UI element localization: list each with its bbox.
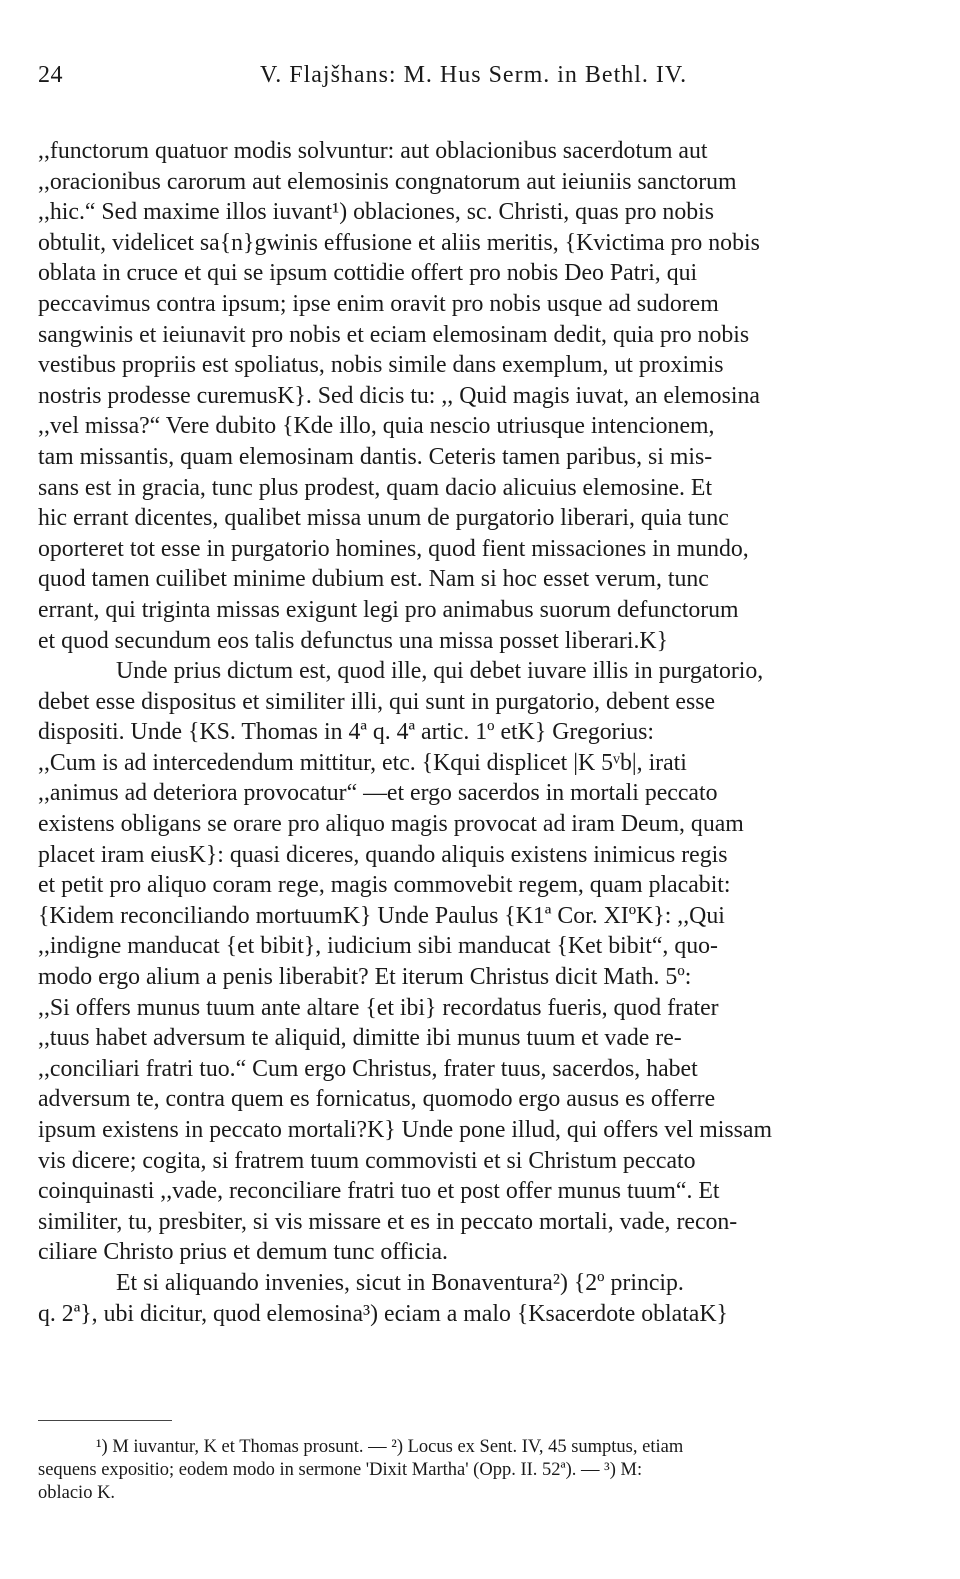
text-line: ,,Cum is ad intercedendum mittitur, etc. {Kqui displicet |K 5ᵛb|, irati [38,749,687,776]
text-line: ipsum existens in peccato mortali?K} Unde pone illud, qui offers vel missam [38,1117,772,1143]
text-line: ,,tuus habet adversum te aliquid, dimitte ibi munus tuum et vade re- [38,1025,682,1052]
text-line: tam missantis, quam elemosinam dantis. Ceteris tamen paribus, si mis- [38,443,713,470]
running-title: V. Flajšhans: M. Hus Serm. in Bethl. IV. [260,62,688,88]
text-line: ,,oracionibus carorum aut elemosinis congnatorum aut ieiuniis sanctorum [38,168,737,195]
main-text [38,136,906,1329]
text-line: peccavimus contra ipsum; ipse enim oravit pro nobis usque ad sudorem [38,290,719,317]
text-line: et quod secundum eos talis defunctus una missa posset liberari.K} [38,627,669,654]
text-line: ,,Si offers munus tuum ante altare {et ibi} recordatus fueris, quod frater [38,994,719,1021]
text-line: ,,conciliari fratri tuo.“ Cum ergo Christus, frater tuus, sacerdos, habet [38,1055,698,1082]
text-line: oblata in cruce et qui se ipsum cottidie offert pro nobis Deo Patri, qui [38,260,698,287]
text-line: vis dicere; cogita, si fratrem tuum commovisti et si Christum peccato [38,1147,696,1174]
page-header [38,62,908,98]
text-line: quod tamen cuilibet minime dubium est. Nam si hoc esset verum, tunc [38,566,709,593]
text-line: q. 2ª}, ubi dicitur, quod elemosina³) eciam a malo {Ksacerdote oblataK} [38,1300,728,1327]
text-line: ,,vel missa?“ Vere dubito {Kde illo, quia nescio utriusque intencionem, [38,413,715,440]
footnote-line: ¹) M iuvantur, K et Thomas prosunt. — ²) Locus ex Sent. IV, 45 sumptus, etiam [96,1437,684,1457]
footnote-line: sequens expositio; eodem modo in sermone 'Dixit Martha' (Opp. II. 52ª). — ³) M: [38,1460,643,1480]
text-line: nostris prodesse curemusK}. Sed dicis tu: ,, Quid magis iuvat, an elemosina [38,382,760,409]
text-line: similiter, tu, presbiter, si vis missare et es in peccato mortali, vade, recon- [38,1208,738,1235]
text-line: Unde prius dictum est, quod ille, qui debet iuvare illis in purgatorio, [116,658,764,685]
text-line: hic errant dicentes, qualibet missa unum de purgatorio liberari, quia tunc [38,505,729,532]
text-line: ,,animus ad deteriora provocatur“ —et ergo sacerdos in mortali peccato [38,780,718,807]
text-line: coinquinasti ,,vade, reconciliare fratri tuo et post offer munus tuum“. Et [38,1178,720,1205]
text-line: sangwinis et ieiunavit pro nobis et eciam elemosinam dedit, quia pro nobis [38,321,750,348]
text-line: ,,hic.“ Sed maxime illos iuvant¹) oblaciones, sc. Christi, quas pro nobis [38,199,714,226]
text-line: vestibus propriis est spoliatus, nobis simile dans exemplum, ut proximis [38,352,724,379]
page-number: 24 [38,62,63,88]
text-line: placet iram eiusK}: quasi diceres, quando aliquis existens inimicus regis [38,841,728,868]
text-line: obtulit, videlicet sa{n}gwinis effusione et aliis meritis, {Kvictima pro nobis [38,229,760,256]
text-line: {Kidem reconciliando mortuumK} Unde Paulus {K1ª Cor. XIºK}: ,,Qui [38,902,725,929]
text-line: adversum te, contra quem es fornicatus, quomodo ergo ausus es offerre [38,1086,716,1113]
text-line: errant, qui triginta missas exigunt legi pro animabus suorum defunctorum [38,596,739,623]
text-line: existens obligans se orare pro aliquo magis provocat ad iram Deum, quam [38,811,744,838]
text-line: dispositi. Unde {KS. Thomas in 4ª q. 4ª artic. 1º etK} Gregorius: [38,719,654,746]
text-line: ciliare Christo prius et demum tunc officia. [38,1239,448,1266]
footnotes [38,1436,904,1505]
footnote-rule [38,1420,172,1421]
text-line: et petit pro aliquo coram rege, magis commovebit regem, quam placabit: [38,872,731,899]
text-line: ,,functorum quatuor modis solvuntur: aut oblacionibus sacerdotum aut [38,138,708,164]
text-line: debet esse dispositus et similiter illi, qui sunt in purgatorio, debent esse [38,688,716,715]
text-line: oporteret tot esse in purgatorio homines, quod fient missaciones in mundo, [38,535,749,562]
text-line: ,,indigne manducat {et bibit}, iudicium sibi manducat {Ket bibit“, quo- [38,933,718,960]
footnote-line: oblacio K. [38,1483,116,1503]
text-line: modo ergo alium a penis liberabit? Et iterum Christus dicit Math. 5º: [38,964,692,991]
text-line: sans est in gracia, tunc plus prodest, quam dacio alicuius elemosine. Et [38,474,713,501]
text-line: Et si aliquando invenies, sicut in Bonaventura²) {2º princip. [116,1269,684,1296]
